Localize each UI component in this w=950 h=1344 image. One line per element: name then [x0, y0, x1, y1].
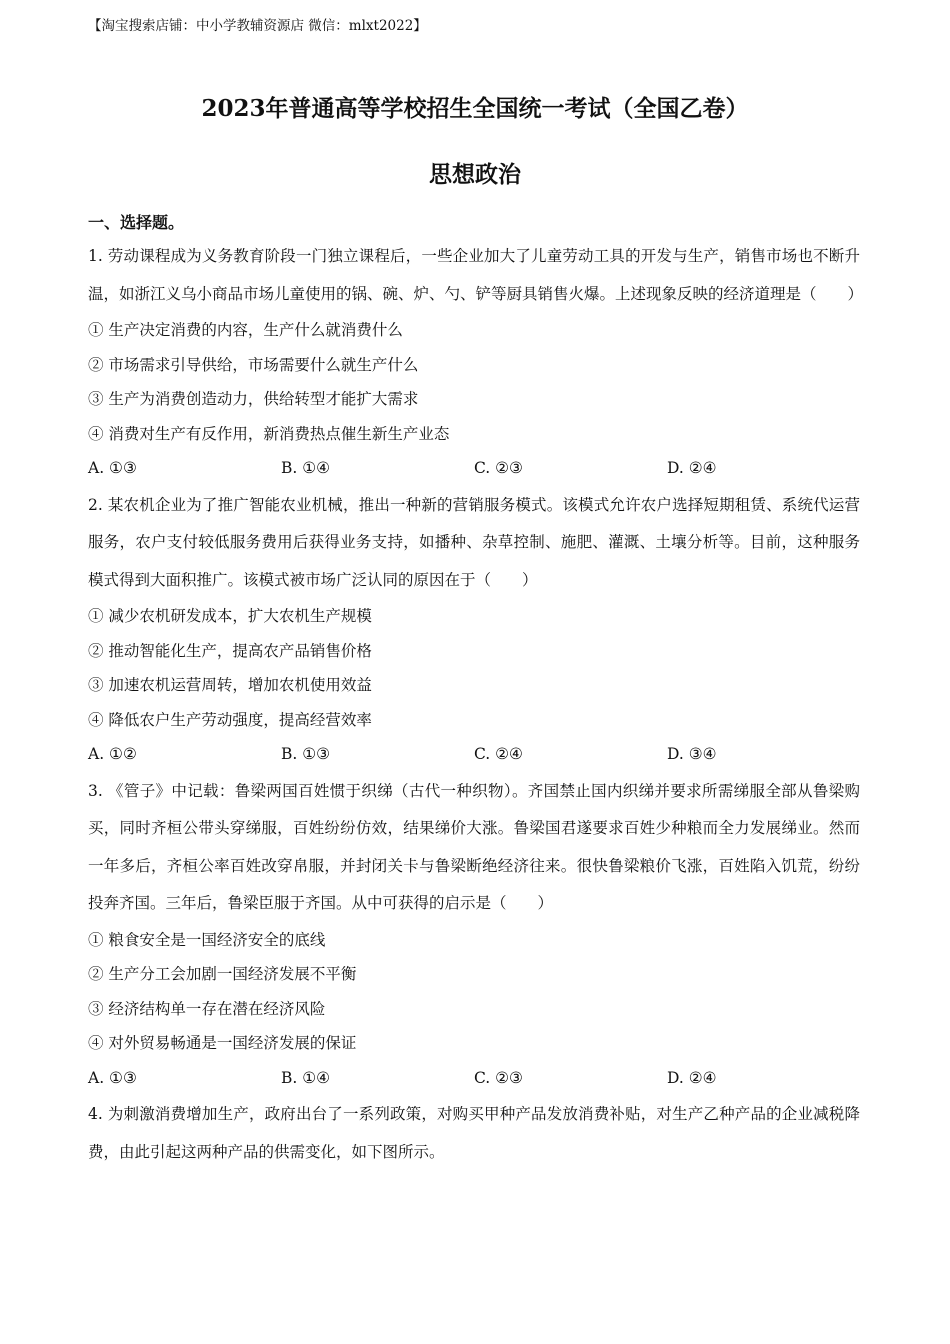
- question-stem: 2. 某农机企业为了推广智能农业机械，推出一种新的营销服务模式。该模式允许农户选择短期租赁、系统代运营服务，农户支付较低服务费用后获得业务支持，如播种、杂草控制、施肥、灌溉、土壤分析等。目前，这种服务模式得到大面积推广。该模式被市场广泛认同的原因在于（ ）: [88, 495, 860, 589]
- choice-b: B. ①④: [281, 459, 331, 477]
- choice-b: B. ①③: [281, 745, 331, 763]
- question-stem: 1. 劳动课程成为义务教育阶段一门独立课程后，一些企业加大了儿童劳动工具的开发与生产，销售市场也不断升温，如浙江义乌小商品市场儿童使用的锅、碗、炉、勺、铲等厨具销售火爆。上述现象反映的经济道理是（ ）: [88, 247, 864, 303]
- choice-d: D. ②④: [667, 459, 717, 477]
- exam-title: 2023年普通高等学校招生全国统一考试（全国乙卷）: [201, 95, 749, 122]
- choice-b: B. ①④: [281, 1068, 331, 1087]
- choice-d: D. ②④: [667, 1068, 717, 1087]
- question-stem: 4. 为刺激消费增加生产，政府出台了一系列政策，对购买甲种产品发放消费补贴，对生产乙种产品的企业减税降费，由此引起这两种产品的供需变化，如下图所示。: [88, 1105, 860, 1161]
- choice-d: D. ③④: [667, 745, 717, 763]
- choice-a: A. ①③: [88, 1068, 137, 1087]
- statement-option: ② 推动智能化生产，提高农产品销售价格: [88, 641, 372, 660]
- statement-option: ④ 降低农户生产劳动强度，提高经营效率: [88, 710, 372, 729]
- statement-option: ④ 消费对生产有反作用，新消费热点催生新生产业态: [88, 424, 450, 443]
- statement-option: ③ 经济结构单一存在潜在经济风险: [88, 999, 326, 1018]
- statement-option: ③ 加速农机运营周转，增加农机使用效益: [88, 676, 372, 694]
- choice-c: C. ②③: [474, 459, 523, 477]
- answer-choices: [88, 1061, 860, 1096]
- statement-option: ① 减少农机研发成本，扩大农机生产规模: [88, 607, 372, 625]
- choice-a: A. ①③: [88, 459, 137, 477]
- choice-a: A. ①②: [88, 745, 137, 763]
- choice-c: C. ②④: [474, 745, 523, 763]
- question-list: [88, 238, 864, 1171]
- statement-option: ④ 对外贸易畅通是一国经济发展的保证: [88, 1034, 357, 1052]
- statement-option: ③ 生产为消费创造动力，供给转型才能扩大需求: [88, 390, 419, 408]
- statement-option: ① 生产决定消费的内容，生产什么就消费什么: [88, 321, 403, 339]
- header-note: 【淘宝搜索店铺：中小学教辅资源店 微信：mlxt2022】: [88, 18, 427, 34]
- choice-c: C. ②③: [474, 1068, 523, 1087]
- statement-option: ② 生产分工会加剧一国经济发展不平衡: [88, 965, 357, 983]
- exam-subject: 思想政治: [429, 161, 521, 188]
- statement-option: ① 粮食安全是一国经济安全的底线: [88, 930, 326, 949]
- question-4: [88, 1096, 860, 1171]
- section-heading: 一、选择题。: [88, 213, 185, 232]
- statement-option: ② 市场需求引导供给，市场需要什么就生产什么: [88, 355, 419, 374]
- question-stem: 3. 《管子》中记载：鲁梁两国百姓惯于织绨（古代一种织物）。齐国禁止国内织绨并要求所需绨服全部从鲁梁购买，同时齐桓公带头穿绨服，百姓纷纷仿效，结果绨价大涨。鲁梁国君遂要求百姓少种粮而全力发展绨业。然而一年多后，齐桓公率百姓改穿帛服，并封闭关卡与鲁梁断绝经济往来。很快鲁梁粮价飞涨，百姓陷入饥荒，纷纷投奔齐国。三年后，鲁梁臣服于齐国。从中可获得的启示是（ ）: [88, 781, 860, 912]
- answer-choices: [88, 737, 860, 772]
- question-1: [88, 238, 864, 486]
- answer-choices: [88, 451, 860, 486]
- question-3: [88, 773, 860, 1096]
- question-2: [88, 487, 860, 772]
